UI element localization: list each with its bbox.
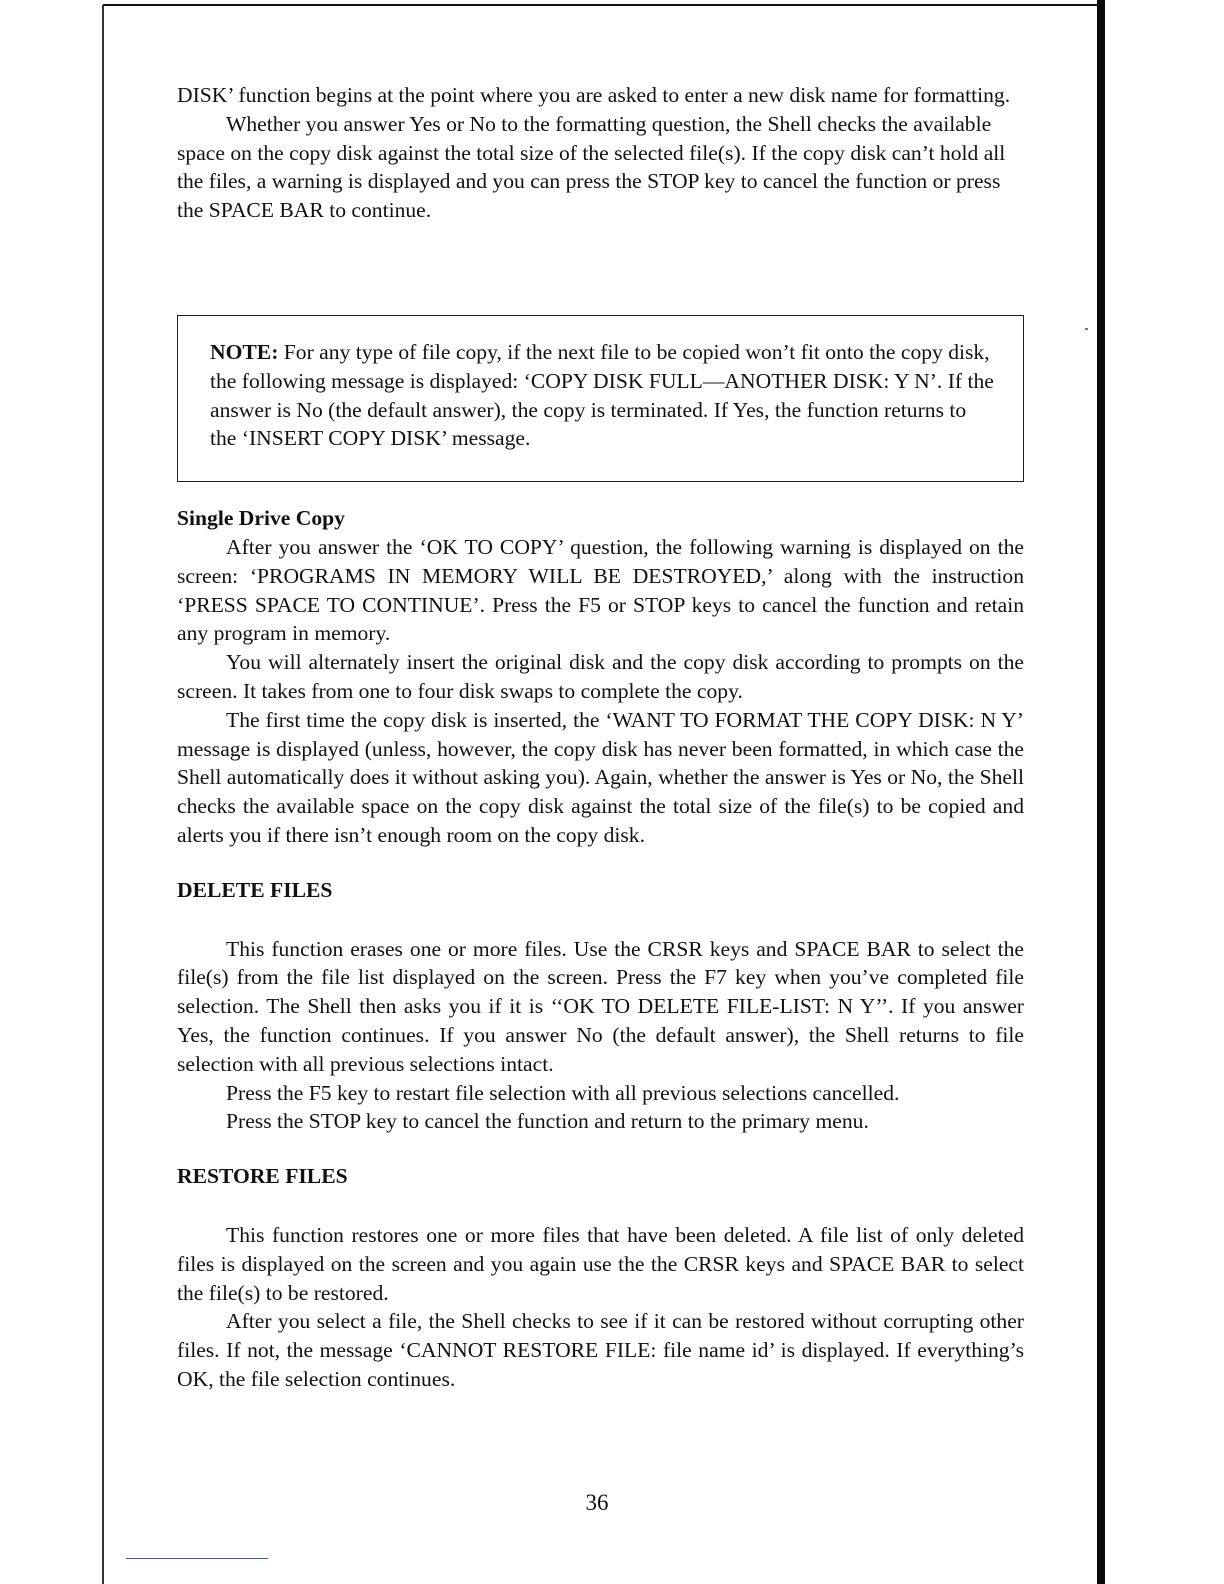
scan-speck: [1085, 328, 1088, 330]
single-drive-paragraph-1: After you answer the ‘OK TO COPY’ question, the following warning is displayed on the screen: ‘PROGRAMS IN MEMORY WILL BE DESTROYED,’ along with the instruction ‘PRESS SPACE TO CONTINUE’. Press the F5 or STOP keys to cancel the function and retain any program in memory.: [177, 534, 1024, 646]
intro-paragraph-1: DISK’ function begins at the point where you are asked to enter a new disk name for formatting.: [177, 83, 1011, 107]
note-text: For any type of file copy, if the next file to be copied won’t fit onto the copy disk, the following message is displayed: ‘COPY DISK FULL—ANOTHER DISK: Y N’. If the answer is No (the default answer), the copy is terminated. If Yes, the function returns to the ‘INSERT COPY DISK’ message.: [210, 339, 994, 451]
page-body: [177, 81, 1024, 1394]
single-drive-heading: Single Drive Copy: [177, 506, 345, 531]
delete-files-paragraph-2: Press the F5 key to restart file selection with all previous selections cancelled.: [226, 1080, 900, 1105]
intro-paragraph-2: Whether you answer Yes or No to the formatting question, the Shell checks the available space on the copy disk against the total size of the selected file(s). If the copy disk can’t hold all the files, a warning is displayed and you can press the STOP key to cancel the function or press the SPACE BAR to continue.: [177, 111, 1006, 223]
delete-files-paragraph-3: Press the STOP key to cancel the function and return to the primary menu.: [226, 1109, 869, 1134]
page-number: 36: [585, 1490, 609, 1515]
delete-files-paragraph-1: This function erases one or more files. Use the CRSR keys and SPACE BAR to select the file(s) from the file list displayed on the screen. Press the F7 key when you’ve completed file selection. The Shell then asks you if it is ‘‘OK TO DELETE FILE-LIST: N Y’’. If you answer Yes, the function continues. If you answer No (the default answer), the Shell returns to file selection with all previous selections intact.: [177, 936, 1024, 1076]
single-drive-paragraph-3: The first time the copy disk is inserted, the ‘WANT TO FORMAT THE COPY DISK: N Y’ message is displayed (unless, however, the copy disk has never been formatted, in which case the Shell automatically does it without asking you). Again, whether the answer is Yes or No, the Shell checks the available space on the copy disk against the total size of the file(s) to be copied and alerts you if there isn’t enough room on the copy disk.: [177, 707, 1024, 847]
restore-files-paragraph-2: After you select a file, the Shell checks to see if it can be restored without corrupting other files. If not, the message ‘CANNOT RESTORE FILE: file name id’ is displayed. If everything’s OK, the file selection continues.: [177, 1309, 1024, 1391]
note-box: [177, 315, 1024, 482]
left-margin-rule: [102, 5, 104, 1584]
note-paragraph: [210, 338, 995, 453]
bottom-underline: [126, 1558, 268, 1559]
top-rule: [103, 4, 1105, 6]
delete-files-heading: DELETE FILES: [177, 877, 333, 902]
restore-files-paragraph-1: This function restores one or more files that have been deleted. A file list of only deleted files is displayed on the screen and you again use the the CRSR keys and SPACE BAR to select the file(s) to be restored.: [177, 1222, 1024, 1305]
note-label: NOTE:: [210, 339, 279, 364]
right-edge-bar: [1097, 0, 1105, 1584]
single-drive-paragraph-2: You will alternately insert the original disk and the copy disk according to prompts on the screen. It takes from one to four disk swaps to complete the copy.: [177, 650, 1024, 703]
restore-files-heading: RESTORE FILES: [177, 1164, 348, 1189]
